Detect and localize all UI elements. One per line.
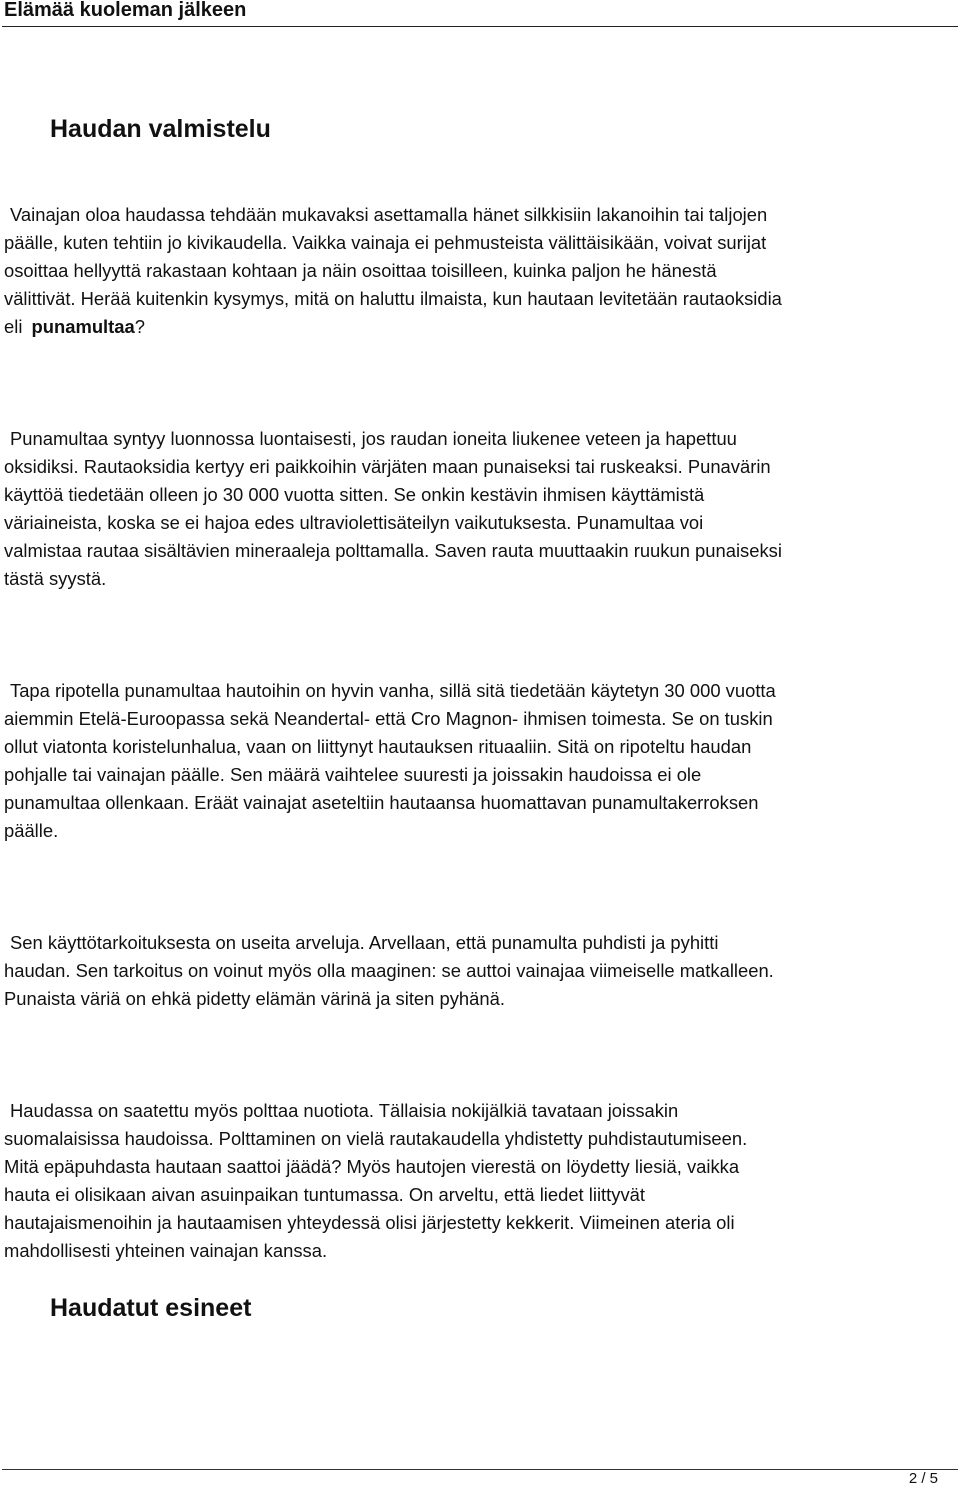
paragraph-line: hautajaismenoihin ja hautaamisen yhteydessä olisi järjestetty kekkerit. Viimeinen ateria oli <box>4 1212 735 1233</box>
body-paragraph <box>4 1097 956 1265</box>
paragraph-line: välittivät. Herää kuitenkin kysymys, mitä on haluttu ilmaista, kun hautaan levitetään rautaoksidia <box>4 288 782 309</box>
paragraph-line: päälle. <box>4 820 59 841</box>
body-paragraph <box>4 929 956 1013</box>
paragraph-line <box>4 313 956 341</box>
paragraph-line: hauta ei olisikaan aivan asuinpaikan tuntumassa. On arveltu, että liedet liittyvät <box>4 1184 645 1205</box>
header-divider <box>2 26 958 27</box>
emphasized-term: punamultaa <box>31 316 135 337</box>
paragraph-line: ollut viatonta koristelunhalua, vaan on liittynyt hautauksen rituaaliin. Sitä on ripoteltu haudan <box>4 736 752 757</box>
paragraph-line: mahdollisesti yhteinen vainajan kanssa. <box>4 1240 328 1261</box>
line-suffix: ? <box>134 316 145 337</box>
paragraph-line: Vainajan oloa haudassa tehdään mukavaksi asettamalla hänet silkkisiin lakanoihin tai taljojen <box>10 204 768 225</box>
paragraph-line: väriaineista, koska se ei hajoa edes ultraviolettisäteilyn vaikutuksesta. Punamultaa voi <box>4 512 704 533</box>
body-paragraph <box>4 425 956 593</box>
paragraph-line: Tapa ripotella punamultaa hautoihin on hyvin vanha, sillä sitä tiedetään käytetyn 30 000 vuotta <box>10 680 776 701</box>
paragraph-line: Sen käyttötarkoituksesta on useita arveluja. Arvellaan, että punamulta puhdisti ja pyhitti <box>10 932 719 953</box>
page-number: 2 / 5 <box>908 1470 938 1487</box>
paragraph-line: Mitä epäpuhdasta hautaan saattoi jäädä? Myös hautojen vierestä on löydetty liesiä, vaikka <box>4 1156 740 1177</box>
body-paragraph <box>4 677 956 845</box>
paragraph-line: päälle, kuten tehtiin jo kivikaudella. Vaikka vainaja ei pehmusteista välittäisikään, voivat surijat <box>4 232 767 253</box>
running-header-title: Elämää kuoleman jälkeen <box>4 0 247 21</box>
paragraph-line: suomalaisissa haudoissa. Polttaminen on vielä rautakaudella yhdistetty puhdistautumiseen. <box>4 1128 748 1149</box>
paragraph-line: käyttöä tiedetään olleen jo 30 000 vuotta sitten. Se onkin kestävin ihmisen käyttämistä <box>4 484 705 505</box>
paragraph-line: Punaista väriä on ehkä pidetty elämän värinä ja siten pyhänä. <box>4 988 505 1009</box>
section-heading: Haudan valmistelu <box>50 115 271 143</box>
paragraph-line: Haudassa on saatettu myös polttaa nuotiota. Tällaisia nokijälkiä tavataan joissakin <box>10 1100 679 1121</box>
body-paragraph <box>4 201 956 341</box>
paragraph-line: pohjalle tai vainajan päälle. Sen määrä vaihtelee suuresti ja joissakin haudoissa ei ole <box>4 764 702 785</box>
paragraph-line: Punamultaa syntyy luonnossa luontaisesti, jos raudan ioneita liukenee veteen ja hapettuu <box>10 428 737 449</box>
section-heading: Haudatut esineet <box>50 1294 252 1322</box>
paragraph-line: valmistaa rautaa sisältävien mineraaleja polttamalla. Saven rauta muuttaakin ruukun punaiseksi <box>4 540 782 561</box>
paragraph-line: punamultaa ollenkaan. Eräät vainajat aseteltiin hautaansa huomattavan punamultakerroksen <box>4 792 759 813</box>
paragraph-line: osoittaa hellyyttä rakastaan kohtaan ja näin osoittaa toisilleen, kuinka paljon he hänestä <box>4 260 717 281</box>
paragraph-line: oksidiksi. Rautaoksidia kertyy eri paikkoihin värjäten maan punaiseksi tai ruskeaksi. Punavärin <box>4 456 771 477</box>
paragraph-line: haudan. Sen tarkoitus on voinut myös olla maaginen: se auttoi vainajaa viimeiselle matkalleen. <box>4 960 774 981</box>
paragraph-line: tästä syystä. <box>4 568 107 589</box>
line-prefix: eli <box>4 316 23 337</box>
paragraph-line: aiemmin Etelä-Euroopassa sekä Neandertal- että Cro Magnon- ihmisen toimesta. Se on tuskin <box>4 708 773 729</box>
footer-divider <box>2 1469 958 1470</box>
